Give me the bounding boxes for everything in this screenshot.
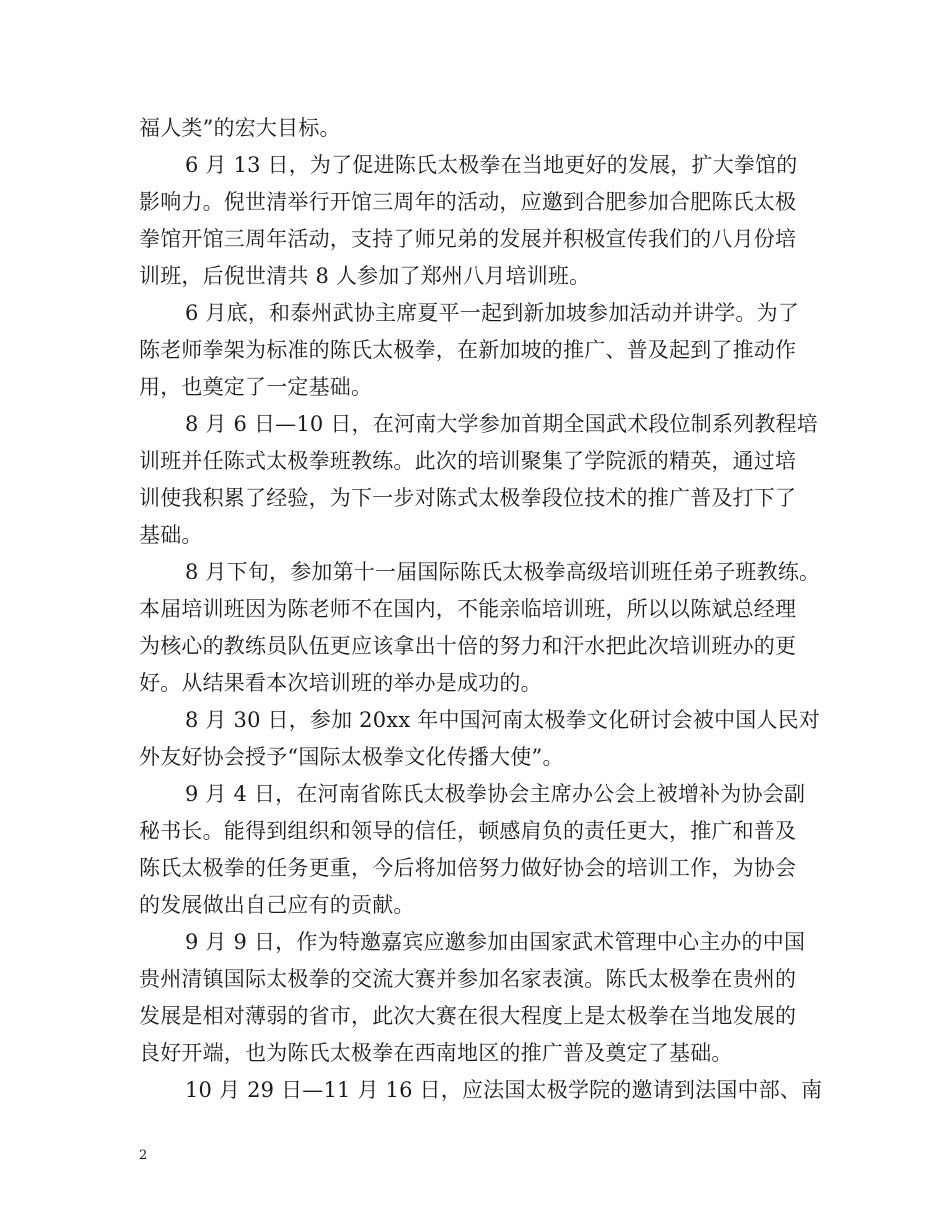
text-line: 基础。	[139, 523, 203, 547]
text-line: 贵州清镇国际太极拳的交流大赛并参加名家表演。陈氏太极拳在贵州的	[139, 967, 797, 991]
text-line: 10 月 29 日—11 月 16 日，应法国太极学院的邀请到法国中部、南	[185, 1078, 823, 1102]
document-body	[139, 110, 823, 1109]
text-line: 8 月 6 日—10 日，在河南大学参加首期全国武术段位制系列教程培	[185, 412, 818, 436]
text-line: 8 月下旬，参加第十一届国际陈氏太极拳高级培训班任弟子班教练。	[185, 560, 821, 584]
text-line: 福人类”的宏大目标。	[139, 116, 341, 140]
text-line: 影响力。倪世清举行开馆三周年的活动，应邀到合肥参加合肥陈氏太极	[139, 190, 797, 214]
text-line: 训班并任陈式太极拳班教练。此次的培训聚集了学院派的精英，通过培	[139, 449, 797, 473]
text-line: 6 月底，和泰州武协主席夏平一起到新加坡参加活动并讲学。为了	[185, 301, 800, 325]
text-line: 9 月 4 日，在河南省陈氏太极拳协会主席办公会上被增补为协会副	[185, 782, 806, 806]
text-line: 发展是相对薄弱的省市，此次大赛在很大程度上是太极拳在当地发展的	[139, 1004, 797, 1028]
text-line: 陈老师拳架为标准的陈氏太极拳，在新加坡的推广、普及起到了推动作	[139, 338, 797, 362]
text-line: 6 月 13 日，为了促进陈氏太极拳在当地更好的发展，扩大拳馆的	[185, 153, 798, 177]
text-line: 本届培训班因为陈老师不在国内，不能亲临培训班，所以以陈斌总经理	[139, 597, 797, 621]
text-line: 为核心的教练员队伍更应该拿出十倍的努力和汗水把此次培训班办的更	[139, 634, 797, 658]
text-line: 9 月 9 日，作为特邀嘉宾应邀参加由国家武术管理中心主办的中国	[185, 930, 806, 954]
text-line: 外友好协会授予“国际太极拳文化传播大使”。	[139, 745, 564, 769]
text-line: 用，也奠定了一定基础。	[139, 375, 373, 399]
text-line: 的发展做出自己应有的贡献。	[139, 893, 415, 917]
text-line: 好。从结果看本次培训班的举办是成功的。	[139, 671, 542, 695]
text-line: 陈氏太极拳的任务更重，今后将加倍努力做好协会的培训工作，为协会	[139, 856, 797, 880]
text-line: 秘书长。能得到组织和领导的信任，顿感肩负的责任更大，推广和普及	[139, 819, 797, 843]
text-line: 训班，后倪世清共 8 人参加了郑州八月培训班。	[139, 264, 591, 288]
text-line: 训使我积累了经验，为下一步对陈式太极拳段位技术的推广普及打下了	[139, 486, 797, 510]
text-line: 拳馆开馆三周年活动，支持了师兄弟的发展并积极宣传我们的八月份培	[139, 227, 797, 251]
text-line: 8 月 30 日，参加 20xx 年中国河南太极拳文化研讨会被中国人民对	[185, 708, 821, 732]
text-line: 良好开端，也为陈氏太极拳在西南地区的推广普及奠定了基础。	[139, 1041, 733, 1065]
page-number: 2	[139, 1148, 148, 1163]
